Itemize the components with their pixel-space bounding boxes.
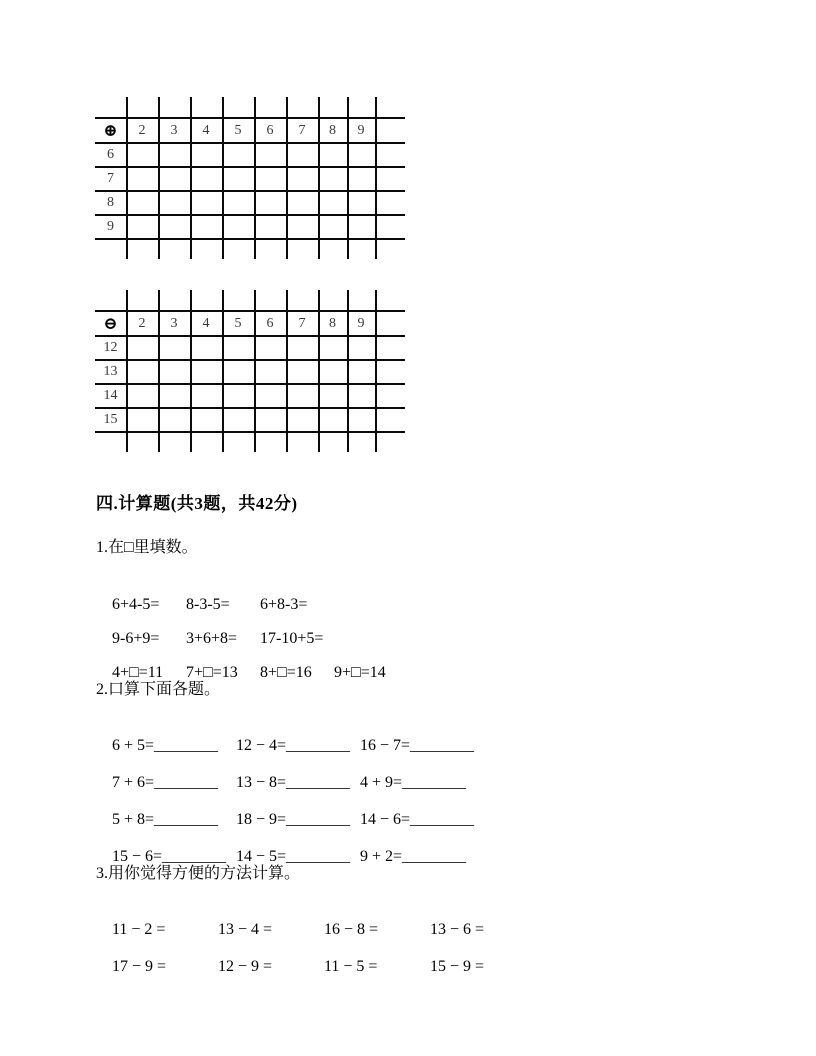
expression: 16 − 8 = <box>324 921 379 938</box>
col-header-cell: 6 <box>266 315 274 331</box>
circled-plus-icon: ⊕ <box>103 120 118 140</box>
row-header-cell: 8 <box>107 195 114 210</box>
expression: 8-3-5= <box>186 596 230 613</box>
expression: 17 − 9 = <box>112 958 167 975</box>
expression: 6+4-5= <box>112 596 160 613</box>
col-header-cell: 5 <box>234 315 242 331</box>
col-header-cell: 6 <box>266 122 274 138</box>
expression: 12 − 9 = <box>218 958 273 975</box>
expression: 4+□=11 <box>112 664 164 681</box>
row-header-cell: 9 <box>107 219 114 234</box>
expression: 13 − 4 = <box>218 921 273 938</box>
grid-line-h <box>95 359 405 361</box>
col-header-cell: 2 <box>138 315 146 331</box>
expression-with-blank: 15 − 6=________ <box>112 848 227 865</box>
grid-line-h <box>95 407 405 409</box>
expression-with-blank: 9 + 2=________ <box>360 848 467 865</box>
col-header-cell: 4 <box>202 315 210 331</box>
expression: 13 − 6 = <box>430 921 485 938</box>
grid-line-h <box>95 214 405 216</box>
problem-3-row <box>96 938 536 995</box>
col-header-cell: 9 <box>357 315 365 331</box>
section-title: 四.计算题(共3题，共42分) <box>96 494 298 513</box>
expression-with-blank: 18 − 9=________ <box>236 811 351 828</box>
expression: 11 − 2 = <box>112 921 166 938</box>
col-header-cell: 5 <box>234 122 242 138</box>
grid-line-v <box>375 290 377 452</box>
circled-minus-icon: ⊖ <box>103 313 118 333</box>
expression: 7+□=13 <box>186 664 238 681</box>
col-header-cell: 3 <box>170 315 178 331</box>
grid-line-h <box>95 335 405 337</box>
row-header-cell: 15 <box>103 412 118 427</box>
expression-with-blank: 14 − 5=________ <box>236 848 351 865</box>
col-header-cell: 7 <box>298 315 306 331</box>
expression-with-blank: 5 + 8=________ <box>112 811 219 828</box>
expression: 9-6+9= <box>112 630 160 647</box>
grid-line-h <box>95 431 405 433</box>
expression: 3+6+8= <box>186 630 238 647</box>
expression-with-blank: 6 + 5=________ <box>112 737 219 754</box>
problem-2-title: 2.口算下面各题。 <box>96 681 221 698</box>
grid-line-h <box>95 238 405 240</box>
row-header-cell: 13 <box>103 364 118 379</box>
col-header-cell: 3 <box>170 122 178 138</box>
grid-line-h <box>95 166 405 168</box>
expression-with-blank: 12 − 4=________ <box>236 737 351 754</box>
expression: 17-10+5= <box>260 630 324 647</box>
expression: 15 − 9 = <box>430 958 485 975</box>
problem-3-title: 3.用你觉得方便的方法计算。 <box>96 865 301 882</box>
problem-1-title: 1.在□里填数。 <box>96 539 198 556</box>
subtraction-table <box>95 310 405 431</box>
col-header-cell: 2 <box>138 122 146 138</box>
col-header-cell: 4 <box>202 122 210 138</box>
col-header-cell: 8 <box>329 122 336 138</box>
grid-line-h <box>95 142 405 144</box>
addition-table <box>95 117 405 238</box>
expression-with-blank: 16 − 7=________ <box>360 737 475 754</box>
grid-line-v <box>375 97 377 259</box>
col-header-cell: 8 <box>329 315 336 331</box>
expression-with-blank: 4 + 9=________ <box>360 774 467 791</box>
expression: 8+□=16 <box>260 664 312 681</box>
col-header-cell: 7 <box>298 122 306 138</box>
expression: 9+□=14 <box>334 664 386 681</box>
expression: 6+8-3= <box>260 596 308 613</box>
col-header-cell: 9 <box>357 122 365 138</box>
row-header-cell: 6 <box>107 147 114 162</box>
row-header-cell: 7 <box>107 171 114 186</box>
expression-with-blank: 14 − 6=________ <box>360 811 475 828</box>
expression-with-blank: 7 + 6=________ <box>112 774 219 791</box>
expression: 11 − 5 = <box>324 958 378 975</box>
grid-line-h <box>95 190 405 192</box>
row-header-cell: 12 <box>103 340 118 355</box>
expression-with-blank: 13 − 8=________ <box>236 774 351 791</box>
row-header-cell: 14 <box>103 388 118 403</box>
grid-line-h <box>95 383 405 385</box>
